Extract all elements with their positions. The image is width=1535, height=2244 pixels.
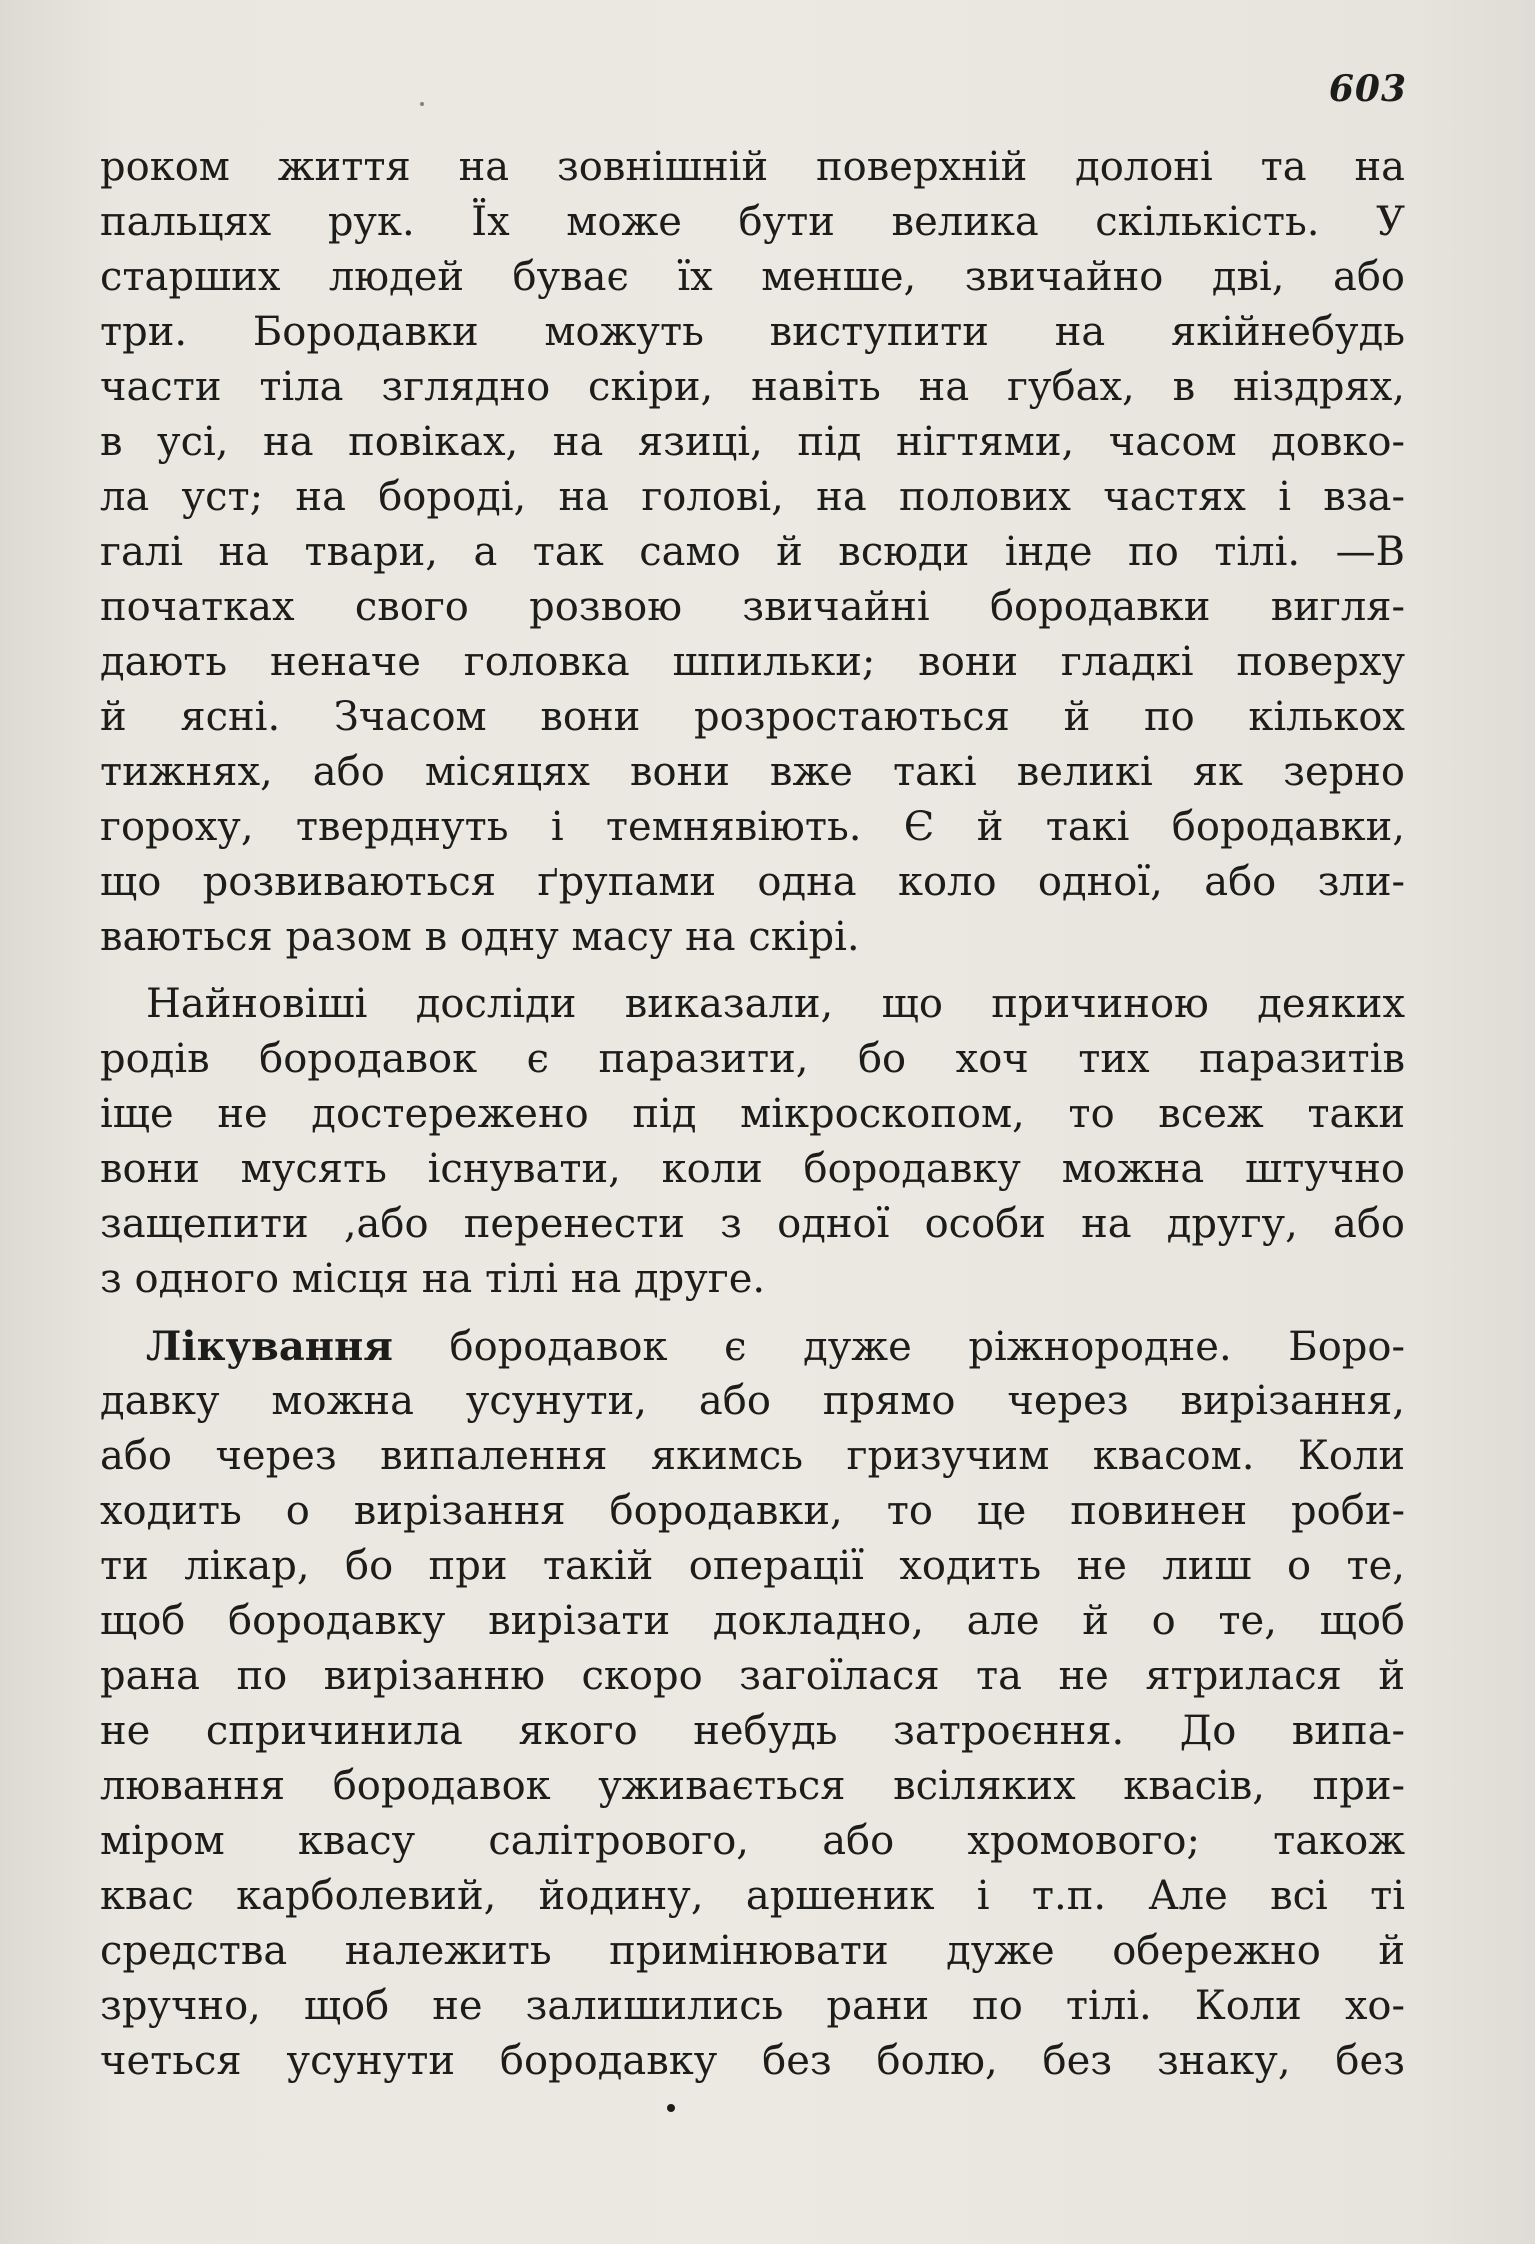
text-line: міром квасу салітрового, або хромового; також [100, 1818, 1405, 1864]
text-line: тижнях, або місяцях вони вже такі великі як зерно [100, 749, 1405, 795]
text-line: з одного місця на тілі на друге. [100, 1256, 766, 1302]
text-line: Найновіші досліди виказали, що причиною деяких [146, 981, 1405, 1027]
page-number: 603 [1328, 68, 1407, 110]
text-line: що розвиваються ґрупами одна коло одної, або зли- [100, 859, 1405, 905]
text-line: лювання бородавок уживається всіляких квасів, при- [100, 1763, 1405, 1809]
paragraph-lead-term: Лікування [146, 1323, 393, 1370]
text-line: роком життя на зовнішній поверхній долоні та на [100, 144, 1405, 190]
text-line: іще не достережено під мікроскопом, то всеж таки [100, 1091, 1405, 1137]
text-line: в усі, на повіках, на язиці, під нігтями, часом довко- [100, 419, 1405, 465]
text-line: ваються разом в одну масу на скірі. [100, 914, 860, 960]
text-line: родів бородавок є паразити, бо хоч тих паразитів [100, 1036, 1405, 1082]
paragraph-1 [100, 140, 1405, 965]
text-line: средства належить примінювати дуже обережно й [100, 1928, 1405, 1974]
text-line: щоб бородавку вирізати докладно, але й о те, щоб [100, 1598, 1405, 1644]
print-speck-mark [420, 102, 424, 106]
text-line: галі на твари, а так само й всюди інде по тілі. —В [100, 529, 1405, 575]
text-line: рана по вирізанню скоро загоїлася та не ятрилася й [100, 1653, 1405, 1699]
text-line: зручно, щоб не залишились рани по тілі. Коли хо- [100, 1983, 1405, 2029]
text-line: давку можна усунути, або прямо через вирізання, [100, 1378, 1405, 1424]
paragraph-3 [100, 1319, 1405, 1374]
text-line: три. Бородавки можуть виступити на якійнебудь [100, 309, 1405, 355]
text-line: й ясні. Зчасом вони розростаються й по кількох [100, 694, 1405, 740]
print-dot-mark [667, 2104, 675, 2112]
text-line: ла уст; на бороді, на голові, на полових частях і вза- [100, 474, 1405, 520]
text-line: квас карболевий, йодину, аршеник і т.п. Але всі ті [100, 1873, 1405, 1919]
text-line [146, 1319, 1405, 1374]
text-line: ти лікар, бо при такій операції ходить не лиш о те, [100, 1543, 1405, 1589]
text-line: початках свого розвою звичайні бородавки вигля- [100, 584, 1405, 630]
text-line: або через випалення якимсь гризучим квасом. Коли [100, 1433, 1405, 1479]
paragraph-2 [100, 977, 1405, 1032]
text-line: вони мусять існувати, коли бородавку можна штучно [100, 1146, 1405, 1192]
text-line: старших людей буває їх менше, звичайно дві, або [100, 254, 1405, 300]
text-line: ходить о вирізання бородавки, то це повинен роби- [100, 1488, 1405, 1534]
text-line: защепити ,або перенести з одної особи на другу, або [100, 1201, 1405, 1247]
text-line: четься усунути бородавку без болю, без знаку, без [100, 2038, 1405, 2084]
text-line: части тіла зглядно скіри, навіть на губах, в ніздрях, [100, 364, 1405, 410]
text-line: не спричинила якого небудь затроєння. До випа- [100, 1708, 1405, 1754]
text-line: пальцях рук. Їх може бути велика скількість. У [100, 199, 1405, 245]
paragraph-lead-rest: бородавок є дуже ріжнородне. Боро- [392, 1324, 1405, 1370]
text-line: дають неначе головка шпильки; вони гладкі поверху [100, 639, 1405, 685]
text-line: гороху, тверднуть і темнявіють. Є й такі бородавки, [100, 804, 1405, 850]
body-text [100, 140, 1405, 2089]
